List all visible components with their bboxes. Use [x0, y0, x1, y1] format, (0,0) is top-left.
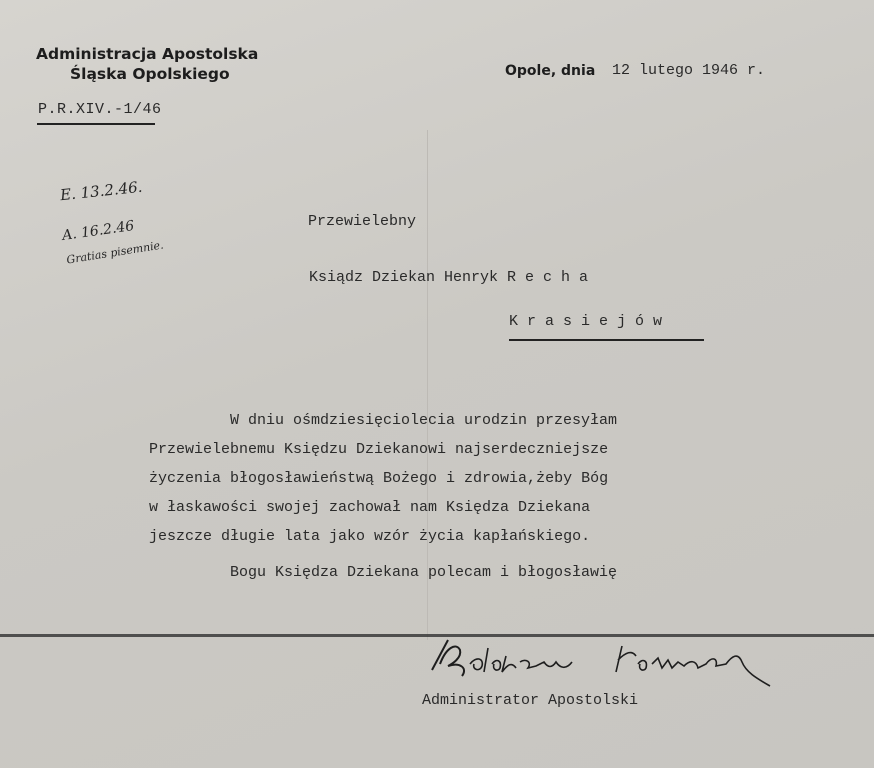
- body-line: W dniu ośmdziesięciolecia urodzin przesyłam: [230, 412, 618, 429]
- date-prefix: Opole, dnia: [505, 63, 596, 79]
- handwritten-signature: [426, 634, 786, 690]
- body-line: Przewielebnemu Księdzu Dziekanowi najserdeczniejsze: [149, 441, 609, 458]
- body-line: w łaskawości swojej zachował nam Księdza Dziekana: [149, 499, 591, 516]
- addressee-line-1: Przewielebny: [308, 213, 417, 230]
- date-value: 12 lutego 1946 r.: [612, 62, 766, 79]
- body-line: jeszcze długie lata jako wzór życia kapłańskiego.: [149, 528, 591, 545]
- letterhead-line-1: Administracja Apostolska: [36, 45, 259, 63]
- addressee-underline: [509, 339, 704, 341]
- handwritten-note-3: Gratias pisemnie.: [65, 238, 165, 267]
- addressee-line-2: Ksiądz Dziekan Henryk R e c h a: [309, 269, 589, 286]
- body-line: życzenia błogosławieństwą Bożego i zdrowia,żeby Bóg: [149, 470, 609, 487]
- reference-underline: [37, 123, 155, 125]
- addressee-line-3: K r a s i e j ó w: [509, 313, 663, 330]
- handwritten-note-1: E. 13.2.46.: [59, 177, 144, 205]
- letterhead-line-2: Śląska Opolskiego: [70, 65, 230, 83]
- signer-title: Administrator Apostolski: [422, 692, 639, 709]
- handwritten-note-2: A. 16.2.46: [61, 218, 136, 244]
- body-line: Bogu Księdza Dziekana polecam i błogosławię: [230, 564, 618, 581]
- letterhead: [36, 44, 258, 84]
- reference-number: P.R.XIV.-1/46: [38, 101, 162, 118]
